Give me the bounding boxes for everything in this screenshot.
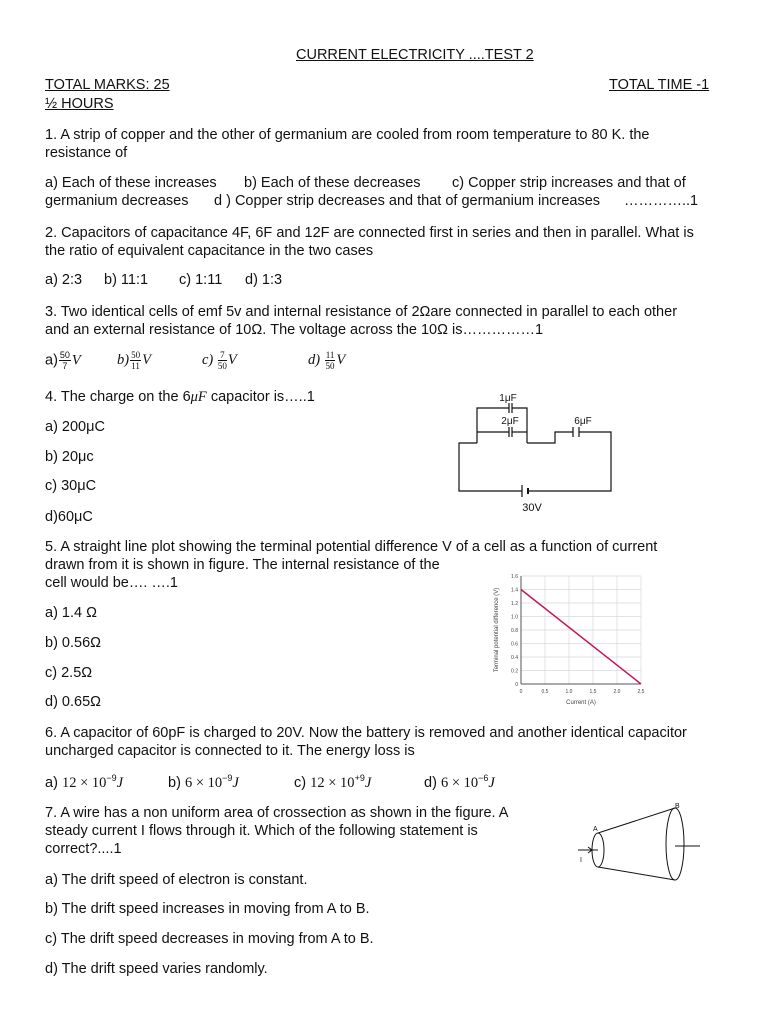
q3-option-b-unit: V — [142, 351, 151, 368]
q5-option-c: c) 2.5Ω — [45, 665, 93, 681]
q7-stem — [45, 804, 508, 858]
chart-x-tick-label: 1.5 — [589, 689, 597, 695]
q4-cap-6uf-label: 6μF — [574, 416, 592, 427]
q3-option-b-denominator: 11 — [131, 361, 140, 371]
q1-option-c: c) Copper strip increases and that of — [452, 175, 686, 191]
q4-stem-math: μF — [190, 389, 207, 405]
q6-stem — [45, 724, 687, 760]
q5-stem-line1: 5. A straight line plot showing the terminal potential difference V of a cell as a function of current — [45, 539, 658, 555]
chart-x-tick-label: 1.0 — [565, 689, 573, 695]
q3-option-c — [202, 350, 237, 371]
q6-option-a-exp: −9 — [106, 773, 117, 783]
q3-option-d-label: d) — [308, 351, 321, 368]
q1-stem-line1: 1. A strip of copper and the other of germanium are cooled from room temperature to 80 K. the — [45, 127, 650, 143]
chart-y-tick-label: 1.2 — [511, 601, 518, 607]
q7-option-c: c) The drift speed decreases in moving from A to B. — [45, 931, 374, 947]
q7-wire-figure — [572, 800, 712, 884]
q7-option-b: b) The drift speed increases in moving from A to B. — [45, 901, 370, 917]
q3-option-c-unit: V — [227, 351, 237, 368]
chart-grid — [521, 576, 641, 684]
q3-option-a-denominator: 7 — [62, 361, 68, 371]
q6-option-d-label: d) — [424, 774, 437, 791]
q4-cap-1uf-label: 1μF — [499, 393, 517, 404]
q7-stem-line2: steady current I flows through it. Which of the following statement is — [45, 823, 478, 839]
q1-option-b: b) Each of these decreases — [244, 175, 421, 191]
page-title: CURRENT ELECTRICITY ....TEST 2 — [296, 47, 534, 63]
q7-label-i: I — [580, 857, 582, 864]
q6-option-a-coef: 12 × 10 — [61, 774, 107, 791]
q6-stem-line1: 6. A capacitor of 60pF is charged to 20V. Now the battery is removed and another identical capacitor — [45, 725, 687, 741]
chart-x-tick-label: 0 — [519, 689, 523, 695]
q6-option-c-exp: +9 — [354, 773, 365, 783]
q3-option-a-label: a) — [45, 352, 58, 369]
q1-stem — [45, 126, 650, 162]
q7-option-d: d) The drift speed varies randomly. — [45, 961, 268, 977]
q6-option-b-exp: −9 — [222, 773, 233, 783]
q6-option-d-unit: J — [488, 774, 495, 791]
q2-stem-line1: 2. Capacitors of capacitance 4F, 6F and 12F are connected first in series and then in parallel. What is — [45, 225, 694, 241]
q6-option-c-unit: J — [364, 774, 372, 791]
chart-y-tick-label: 0.2 — [511, 668, 518, 675]
q2-stem-line2: the ratio of equivalent capacitance in the two cases — [45, 243, 374, 259]
q6-option-b — [168, 773, 239, 792]
q4-option-a: a) 200μC — [45, 419, 105, 435]
q2-option-a: a) 2:3 — [45, 272, 83, 288]
q1-option-d: d ) Copper strip decreases and that of germanium increases — [214, 193, 601, 209]
q3-option-b — [117, 350, 151, 371]
q3-option-c-label: c) — [202, 351, 214, 368]
chart-y-tick-label: 1.4 — [511, 587, 518, 594]
q3-option-c-numerator: 7 — [218, 350, 227, 361]
q7-stem-line1: 7. A wire has a non uniform area of crossection as shown in the figure. A — [45, 805, 509, 821]
chart-y-tick-label: 0.4 — [511, 655, 518, 661]
chart-x-tick-label: 0.5 — [541, 689, 549, 695]
q6-option-d-exp: −6 — [478, 773, 489, 783]
q3-option-c-denominator: 50 — [217, 361, 227, 371]
chart-series-line — [521, 590, 641, 685]
q5-stem-line3: cell would be…. ….1 — [45, 575, 178, 591]
q3-option-a — [45, 350, 81, 371]
q3-option-d-numerator: 11 — [325, 350, 335, 360]
q3-option-a-unit: V — [71, 352, 81, 369]
q6-option-a — [45, 773, 123, 792]
total-time-hours: ½ HOURS — [45, 96, 114, 112]
chart-y-axis-label: Terminal potential difference (V) — [494, 587, 500, 673]
chart-y-tick-label: 1.6 — [511, 574, 518, 580]
q3-stem-line1: 3. Two identical cells of emf 5v and internal resistance of 2Ωare connected in parallel to each other — [45, 304, 678, 320]
q3-option-d-unit: V — [336, 351, 346, 368]
chart-y-tick-label: 0 — [515, 682, 518, 688]
q6-option-b-unit: J — [232, 774, 239, 791]
q3-stem-line2: and an external resistance of 10Ω. The voltage across the 10Ω is……………1 — [45, 322, 544, 338]
q5-option-d: d) 0.65Ω — [45, 694, 101, 710]
q5-stem-line2: drawn from it is shown in figure. The internal resistance of the — [45, 557, 440, 573]
q3-option-d — [308, 350, 345, 371]
chart-series — [521, 590, 641, 685]
q5-option-b: b) 0.56Ω — [45, 635, 101, 651]
q1-stem-line2: resistance of — [45, 145, 128, 161]
q5-option-a: a) 1.4 Ω — [45, 605, 97, 621]
q6-option-b-coef: 6 × 10 — [184, 774, 223, 791]
q4-option-c: c) 30μC — [45, 478, 97, 494]
q3-option-a-numerator: 50 — [59, 350, 70, 360]
total-time: TOTAL TIME -1 — [609, 77, 710, 93]
q7-label-b: B — [675, 803, 680, 810]
q1-option-a: a) Each of these increases — [45, 175, 217, 191]
q6-option-c-coef: 12 × 10 — [310, 774, 355, 791]
q3-option-d-denominator: 50 — [325, 361, 335, 371]
chart-y-tick-label: 0.8 — [511, 628, 518, 634]
chart-x-tick-label: 2.5 — [637, 689, 645, 695]
q4-stem — [45, 389, 315, 406]
q6-option-a-unit: J — [116, 774, 124, 791]
total-marks: TOTAL MARKS: 25 — [45, 77, 170, 93]
q1-marks: …………..1 — [624, 193, 699, 209]
q6-option-c-label: c) — [294, 774, 307, 791]
q2-option-b: b) 11:1 — [104, 272, 149, 288]
q4-option-d: d)60μC — [45, 509, 93, 525]
q7-option-a: a) The drift speed of electron is constant. — [45, 872, 308, 888]
q6-option-b-label: b) — [168, 774, 181, 791]
q3-option-b-numerator: 50 — [131, 350, 141, 360]
q2-option-d: d) 1:3 — [245, 272, 283, 288]
q4-battery-label: 30V — [522, 502, 542, 514]
q5-vi-chart — [485, 562, 655, 712]
q6-option-d — [424, 773, 495, 792]
q4-stem-pre: 4. The charge on the 6 — [45, 389, 191, 405]
q2-stem — [45, 224, 694, 260]
chart-y-tick-label: 0.6 — [511, 641, 518, 648]
q3-option-b-label: b) — [117, 351, 130, 368]
chart-y-tick-label: 1.0 — [511, 614, 518, 621]
q7-stem-line3: correct?....1 — [45, 841, 122, 857]
q6-option-c — [294, 773, 371, 792]
q6-option-d-coef: 6 × 10 — [440, 774, 479, 791]
q4-option-b: b) 20μc — [45, 449, 94, 465]
q4-cap-2uf-label: 2μF — [501, 416, 519, 427]
q3-stem — [45, 303, 677, 339]
q2-option-c: c) 1:11 — [179, 272, 223, 288]
q4-stem-post: capacitor is…..1 — [206, 389, 315, 405]
chart-x-tick-label: 2.0 — [613, 689, 621, 695]
q1-option-c-cont: germanium decreases — [45, 193, 189, 209]
q6-option-a-label: a) — [45, 774, 58, 791]
q7-label-a: A — [593, 826, 598, 833]
chart-x-axis-label: Current (A) — [566, 700, 596, 706]
q6-stem-line2: uncharged capacitor is connected to it. The energy loss is — [45, 743, 415, 759]
q4-circuit-diagram — [450, 388, 620, 516]
